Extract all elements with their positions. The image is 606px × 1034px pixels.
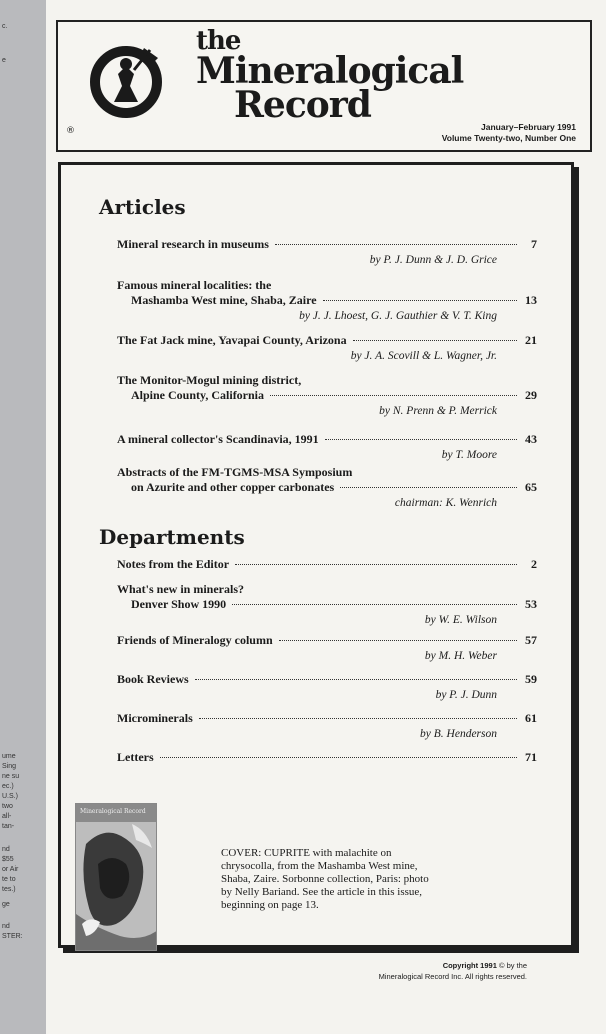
toc-byline: by N. Prenn & P. Merrick: [379, 405, 497, 417]
toc-byline: by P. J. Dunn: [435, 689, 497, 701]
toc-byline: by W. E. Wilson: [424, 614, 497, 626]
adjacent-page-strip: [0, 0, 46, 1034]
cover-caption-line: COVER: CUPRITE with malachite on: [221, 847, 392, 859]
toc-entry: [117, 465, 537, 511]
toc-byline: by J. J. Lhoest, G. J. Gauthier & V. T. King: [299, 310, 497, 322]
cover-thumbnail: [75, 803, 157, 951]
issue-date: January–February 1991: [481, 122, 576, 132]
toc-title-line: [117, 750, 537, 765]
adjacent-text-fragment: STER:: [2, 933, 23, 940]
toc-title-line: [117, 432, 537, 447]
toc-byline: by B. Henderson: [420, 728, 497, 740]
toc-byline: by P. J. Dunn & J. D. Grice: [369, 254, 497, 266]
adjacent-text-fragment: all-: [2, 813, 12, 820]
adjacent-text-fragment: ne su: [2, 773, 20, 780]
logo-icon: [88, 44, 164, 120]
adjacent-text-fragment: U.S.): [2, 793, 18, 800]
toc-title: Alpine County, California: [131, 388, 265, 402]
articles-heading: Articles: [99, 195, 186, 219]
toc-entry: [117, 333, 537, 364]
cover-mini-title: Mineralogical Record: [80, 808, 146, 815]
toc-title-line: [117, 373, 537, 388]
toc-entry: [117, 672, 537, 703]
toc-title: Denver Show 1990: [131, 597, 227, 611]
adjacent-text-fragment: nd: [2, 846, 10, 853]
registered-mark: ®: [66, 126, 75, 136]
adjacent-text-fragment: ec.): [2, 783, 14, 790]
toc-title-line: [117, 633, 537, 648]
title-the: the: [196, 26, 241, 56]
toc-entry: [117, 582, 537, 628]
page-number: 59: [525, 672, 537, 686]
dot-leader: [195, 679, 517, 680]
toc-title-line: [117, 333, 537, 348]
table-of-contents: [58, 162, 574, 981]
toc-entry: [117, 432, 537, 463]
dot-leader: [232, 604, 517, 605]
title-mineralogical: Mineralogical: [196, 50, 464, 92]
toc-title: The Fat Jack mine, Yavapai County, Arizona: [117, 333, 347, 347]
toc-byline: by M. H. Weber: [424, 650, 497, 662]
toc-title-line: [117, 237, 537, 252]
toc-title: Notes from the Editor: [117, 557, 230, 571]
cover-caption-line: chrysocolla, from the Mashamba West mine,: [221, 860, 418, 872]
issue-volume: Volume Twenty-two, Number One: [441, 133, 576, 143]
toc-title-line: [117, 278, 537, 293]
page-number: 7: [531, 237, 537, 251]
toc-title: The Monitor-Mogul mining district,: [117, 373, 302, 387]
copyright-rights: Mineralogical Record Inc. All rights reserved.: [378, 972, 527, 981]
page-number: 21: [525, 333, 537, 347]
toc-title-line: [117, 557, 537, 572]
dot-leader: [199, 718, 517, 719]
adjacent-text-fragment: or Air: [2, 866, 19, 873]
page-number: 57: [525, 633, 537, 647]
toc-title-line: [117, 672, 537, 687]
dot-leader: [325, 439, 517, 440]
toc-title: Microminerals: [117, 711, 193, 725]
toc-title: Mineral research in museums: [117, 237, 269, 251]
toc-entry: [117, 237, 537, 268]
toc-title: Friends of Mineralogy column: [117, 633, 273, 647]
cover-caption-line: by Nelly Bariand. See the article in this issue,: [221, 886, 423, 898]
toc-title-line: [117, 480, 537, 495]
dot-leader: [353, 340, 517, 341]
toc-entry: [117, 711, 537, 742]
dot-leader: [160, 757, 517, 758]
toc-entry: [117, 557, 537, 572]
toc-title-line: [117, 465, 537, 480]
adjacent-text-fragment: c.: [2, 23, 8, 30]
page-number: 13: [525, 293, 537, 307]
page-number: 2: [531, 557, 537, 571]
page-number: 53: [525, 597, 537, 611]
toc-title: Mashamba West mine, Shaba, Zaire: [131, 293, 317, 307]
title-record: Record: [234, 84, 371, 126]
toc-title-line: [117, 293, 537, 308]
dot-leader: [235, 564, 517, 565]
dot-leader: [270, 395, 517, 396]
copyright-by: © by the: [496, 961, 527, 970]
magazine-page: [46, 0, 606, 1034]
masthead: [56, 20, 592, 152]
toc-title-line: [117, 582, 537, 597]
adjacent-text-fragment: e: [2, 57, 6, 64]
adjacent-text-fragment: te to: [2, 876, 16, 883]
toc-title: on Azurite and other copper carbonates: [131, 480, 335, 494]
adjacent-text-fragment: two: [2, 803, 13, 810]
cover-caption-line: beginning on page 13.: [221, 899, 319, 911]
page-number: 29: [525, 388, 537, 402]
toc-title-line: [117, 388, 537, 403]
toc-title-line: [117, 597, 537, 612]
toc-title: Famous mineral localities: the: [117, 278, 272, 292]
page-number: 43: [525, 432, 537, 446]
cover-caption-line: Shaba, Zaire. Sorbonne collection, Paris: photo: [221, 873, 429, 885]
toc-title: Book Reviews: [117, 672, 189, 686]
toc-title: Abstracts of the FM-TGMS-MSA Symposium: [117, 465, 353, 479]
copyright-notice: [379, 960, 527, 982]
adjacent-text-fragment: tan-: [2, 823, 15, 830]
cover-photo-icon: [76, 804, 157, 951]
toc-byline: chairman: K. Wenrich: [394, 497, 497, 509]
dot-leader: [340, 487, 517, 488]
page-number: 71: [525, 750, 537, 764]
toc-title: Letters: [117, 750, 154, 764]
adjacent-text-fragment: $55: [2, 856, 14, 863]
toc-entry: [117, 633, 537, 664]
toc-title: What's new in minerals?: [117, 582, 245, 596]
toc-entry: [117, 278, 537, 324]
adjacent-text-fragment: ume: [2, 753, 16, 760]
adjacent-text-fragment: nd: [2, 923, 10, 930]
toc-entry: [117, 750, 537, 765]
dot-leader: [323, 300, 517, 301]
adjacent-text-fragment: Sing: [2, 763, 17, 770]
adjacent-text-fragment: ge: [2, 901, 10, 908]
toc-title: A mineral collector's Scandinavia, 1991: [117, 432, 319, 446]
toc-byline: by J. A. Scovill & L. Wagner, Jr.: [350, 350, 497, 362]
cover-caption: [221, 847, 451, 912]
toc-byline: by T. Moore: [441, 449, 497, 461]
copyright-year: Copyright 1991: [442, 961, 497, 970]
adjacent-text-fragment: tes.): [2, 886, 16, 893]
toc-title-line: [117, 711, 537, 726]
dot-leader: [275, 244, 517, 245]
page-number: 61: [525, 711, 537, 725]
dot-leader: [279, 640, 517, 641]
toc-entry: [117, 373, 537, 419]
page-number: 65: [525, 480, 537, 494]
departments-heading: Departments: [99, 525, 245, 549]
